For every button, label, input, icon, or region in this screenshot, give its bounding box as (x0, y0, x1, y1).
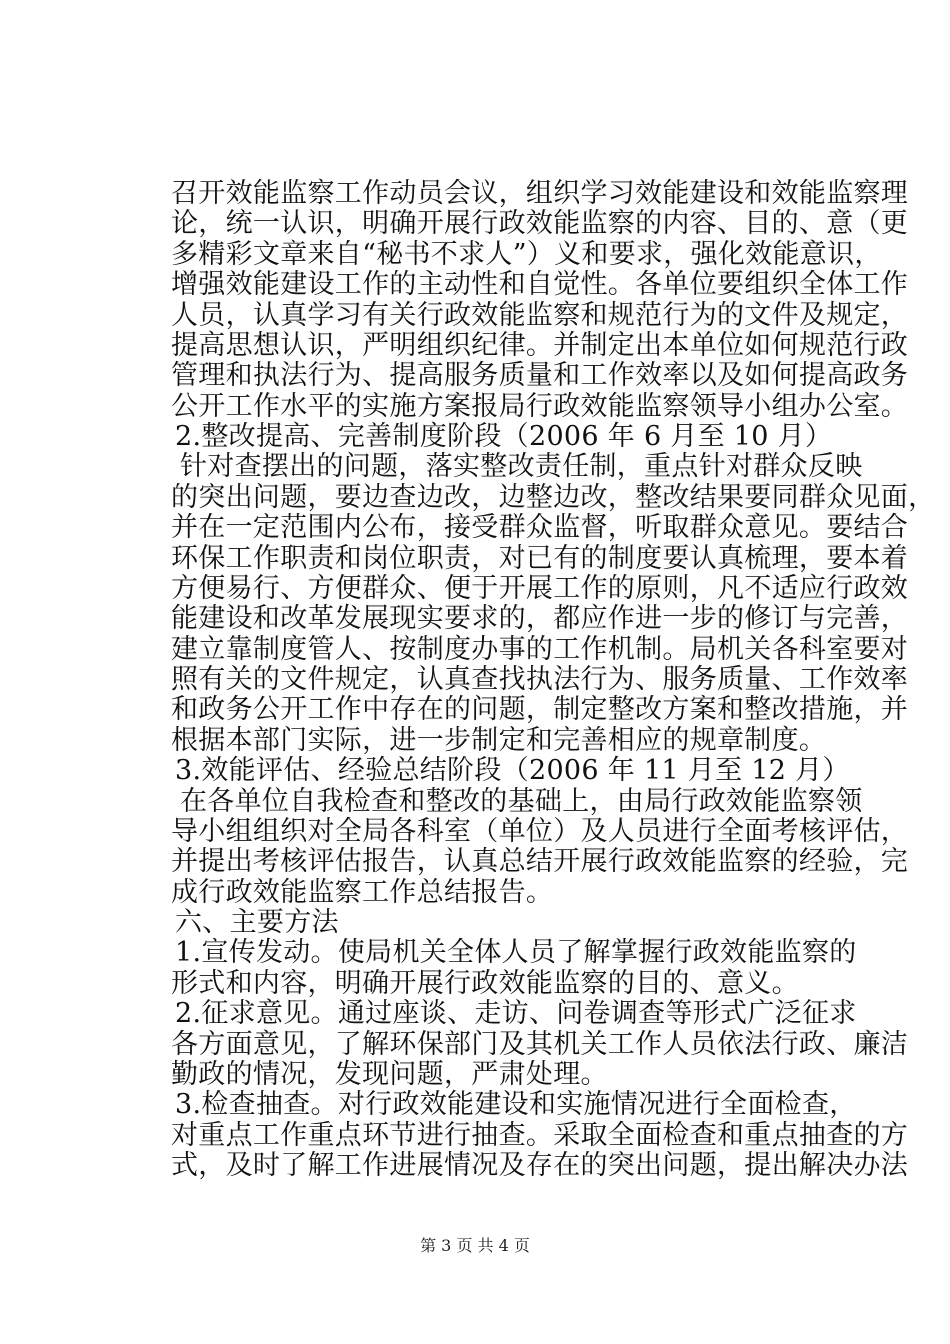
body-line: 建立靠制度管人、按制度办事的工作机制。局机关各科室要对 (171, 634, 909, 665)
body-line: 的突出问题，要边查边改，边整边改，整改结果要同群众见面， (171, 482, 936, 513)
body-line: 方便易行、方便群众、便于开展工作的原则，凡不适应行政效 (171, 573, 909, 604)
body-line: 和政务公开工作中存在的问题，制定整改方案和整改措施，并 (171, 694, 909, 725)
body-line: 照有关的文件规定，认真查找执法行为、服务质量、工作效率 (171, 664, 909, 695)
body-line: 各方面意见，了解环保部门及其机关工作人员依法行政、廉洁 (171, 1029, 909, 1060)
paragraph-start-line: 在各单位自我检查和整改的基础上，由局行政效能监察领 (180, 786, 863, 817)
body-line: 勤政的情况，发现问题，严肃处理。 (171, 1059, 608, 1090)
body-line: 能建设和改革发展现实要求的，都应作进一步的修订与完善， (171, 603, 909, 634)
body-line: 对重点工作重点环节进行抽查。采取全面检查和重点抽查的方 (171, 1120, 909, 1151)
body-line: 式，及时了解工作进展情况及存在的突出问题，提出解决办法 (171, 1150, 909, 1181)
body-line: 公开工作水平的实施方案报局行政效能监察领导小组办公室。 (171, 391, 909, 422)
body-line: 并提出考核评估报告，认真总结开展行政效能监察的经验，完 (171, 846, 909, 877)
paragraph-start-line: 针对查摆出的问题，落实整改责任制，重点针对群众反映 (180, 451, 863, 482)
body-line: 环保工作职责和岗位职责，对已有的制度要认真梳理，要本着 (171, 543, 909, 574)
paragraph-start-line: 1.宣传发动。使局机关全体人员了解掌握行政效能监察的 (175, 937, 857, 968)
body-line: 多精彩文章来自“秘书不求人”）义和要求，强化效能意识， (171, 239, 882, 270)
paragraph-start-line: 2.征求意见。通过座谈、走访、问卷调查等形式广泛征求 (175, 998, 857, 1029)
page-number-footer: 第 3 页 共 4 页 (420, 1236, 530, 1255)
body-line: 并在一定范围内公布，接受群众监督，听取群众意见。要结合 (171, 512, 909, 543)
section-heading: 2.整改提高、完善制度阶段（2006 年 6 月至 10 月） (175, 421, 833, 452)
body-line: 提高思想认识，严明组织纪律。并制定出本单位如何规范行政 (171, 330, 909, 361)
body-line: 导小组组织对全局各科室（单位）及人员进行全面考核评估， (171, 816, 909, 847)
body-line: 论，统一认识，明确开展行政效能监察的内容、目的、意（更 (171, 208, 909, 239)
body-line: 增强效能建设工作的主动性和自觉性。各单位要组织全体工作 (171, 269, 909, 300)
section-heading: 六、主要方法 (175, 907, 339, 938)
section-heading: 3.效能评估、经验总结阶段（2006 年 11 月至 12 月） (175, 755, 850, 786)
body-line: 根据本部门实际，进一步制定和完善相应的规章制度。 (171, 725, 827, 756)
body-line: 成行政效能监察工作总结报告。 (171, 877, 554, 908)
body-line: 形式和内容，明确开展行政效能监察的目的、意义。 (171, 968, 799, 999)
body-line: 召开效能监察工作动员会议，组织学习效能建设和效能监察理 (171, 178, 909, 209)
paragraph-start-line: 3.检查抽查。对行政效能建设和实施情况进行全面检查， (175, 1089, 857, 1120)
body-line: 管理和执法行为、提高服务质量和工作效率以及如何提高政务 (171, 360, 909, 391)
body-line: 人员，认真学习有关行政效能监察和规范行为的文件及规定， (171, 300, 909, 331)
